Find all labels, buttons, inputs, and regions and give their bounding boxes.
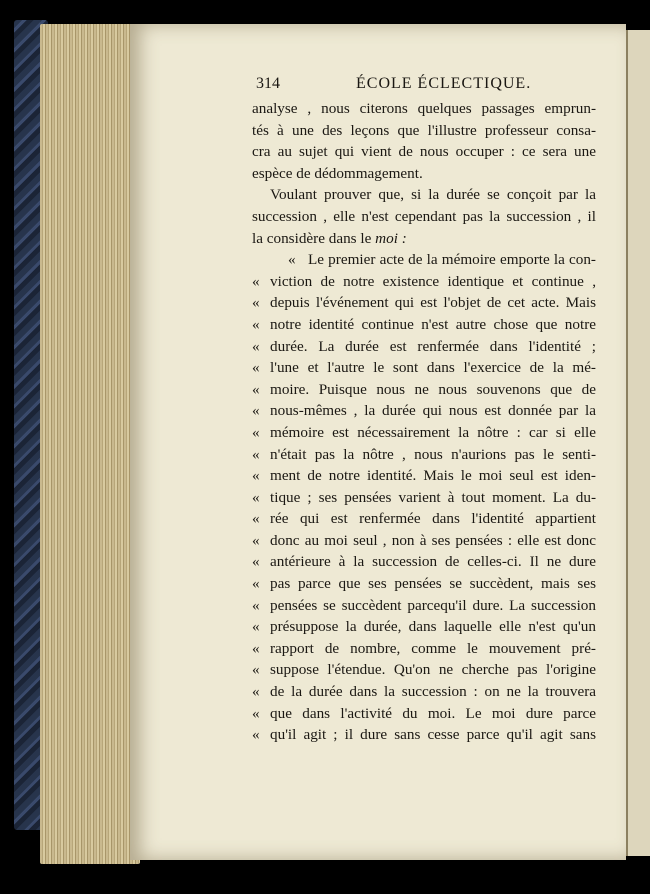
- quote-line: [252, 400, 596, 422]
- quote-text: qu'il agit ; il dure sans cesse parce qu'il agit sans: [270, 726, 596, 744]
- guillemet-mark: «: [252, 359, 260, 377]
- running-head: ÉCOLE ÉCLECTIQUE.: [356, 75, 532, 92]
- guillemet-mark: «: [252, 294, 260, 312]
- text-line-with-emphasis: [252, 228, 596, 250]
- quote-line: [252, 444, 596, 466]
- text-line: Voulant prouver que, si la durée se conçoit par la: [270, 186, 596, 204]
- guillemet-mark: «: [252, 423, 260, 441]
- quote-line: [252, 314, 596, 336]
- guillemet-mark: «: [252, 726, 260, 744]
- quote-text: n'était pas la nôtre , nous n'aurions pas le senti-: [270, 445, 596, 463]
- guillemet-mark: «: [252, 467, 260, 485]
- quote-text: viction de notre existence identique et continue ,: [270, 272, 596, 290]
- guillemet-mark: «: [252, 683, 260, 701]
- quote-text: Le premier acte de la mémoire emporte la con-: [308, 251, 596, 269]
- quote-line: [252, 551, 596, 573]
- quote-line: [252, 724, 596, 746]
- guillemet-mark: «: [252, 618, 260, 636]
- quote-line: [252, 659, 596, 681]
- facing-page-edge: [626, 30, 650, 856]
- guillemet-mark: «: [252, 380, 260, 398]
- quote-text: moire. Puisque nous ne nous souvenons que de: [270, 380, 596, 398]
- text-line: espèce de dédommagement.: [252, 164, 423, 182]
- quote-line: [252, 573, 596, 595]
- quote-text: durée. La durée est renfermée dans l'identité ;: [270, 337, 596, 355]
- quote-line: [252, 379, 596, 401]
- quote-line: [252, 357, 596, 379]
- emphasis-moi: moi :: [375, 229, 407, 247]
- quote-text: tique ; ses pensées varient à tout moment. La du-: [270, 488, 596, 506]
- guillemet-mark: «: [252, 402, 260, 420]
- quote-line: [252, 508, 596, 530]
- quote-line: [252, 530, 596, 552]
- guillemet-mark: «: [252, 315, 260, 333]
- quote-line: [252, 616, 596, 638]
- quote-line: [252, 271, 596, 293]
- quote-text: suppose l'étendue. Qu'on ne cherche pas l'origine: [270, 661, 596, 679]
- quote-text: présuppose la durée, dans laquelle elle n'est qu'un: [270, 618, 596, 636]
- guillemet-mark: «: [252, 661, 260, 679]
- quote-line: [252, 487, 596, 509]
- guillemet-mark: «: [252, 337, 260, 355]
- quote-line: [252, 422, 596, 444]
- quote-line: [252, 638, 596, 660]
- guillemet-mark: «: [252, 445, 260, 463]
- quote-line: [252, 336, 596, 358]
- guillemet-mark: «: [252, 704, 260, 722]
- quote-line: [252, 249, 596, 271]
- quote-text: depuis l'événement qui est l'objet de cet acte. Mais: [270, 294, 596, 312]
- quote-text: l'une et l'autre le sont dans l'exercice de la mé-: [270, 359, 596, 377]
- guillemet-mark: «: [252, 531, 260, 549]
- quote-text: ment de notre identité. Mais le moi seul est iden-: [270, 467, 596, 485]
- text-fragment: la considère dans le: [252, 229, 376, 247]
- quote-line: [252, 703, 596, 725]
- quote-text: rapport de nombre, comme le mouvement pré-: [270, 639, 596, 657]
- quote-text: antérieure à la succession de celles-ci. Il ne dure: [270, 553, 596, 571]
- text-line: tés à une des leçons que l'illustre professeur consa-: [252, 121, 596, 139]
- quote-text: donc au moi seul , non à ses pensées : elle est donc: [270, 531, 596, 549]
- page-number: 314: [256, 75, 280, 92]
- text-line: cra au sujet qui vient de nous occuper : ce sera une: [252, 143, 596, 161]
- page-header: [256, 75, 596, 97]
- quote-text: de la durée dans la succession : on ne la trouvera: [270, 683, 596, 701]
- text-line: analyse , nous citerons quelques passages emprun-: [252, 100, 596, 117]
- quote-text: nous-mêmes , la durée qui nous est donnée par la: [270, 402, 596, 420]
- body-text: [252, 98, 596, 746]
- quote-text: pas parce que ses pensées se succèdent, mais ses: [270, 575, 596, 593]
- quote-line: [252, 681, 596, 703]
- quote-line: [252, 465, 596, 487]
- guillemet-mark: «: [252, 639, 260, 657]
- quotation-block: [252, 249, 596, 746]
- quote-text: pensées se succèdent parcequ'il dure. La succession: [270, 596, 596, 614]
- quote-text: notre identité continue n'est autre chose que notre: [270, 315, 596, 333]
- quote-text: que dans l'activité du moi. Le moi dure parce: [270, 704, 596, 722]
- quote-line: [252, 292, 596, 314]
- guillemet-mark: «: [252, 488, 260, 506]
- page-edges: [40, 24, 140, 864]
- guillemet-mark: «: [252, 596, 260, 614]
- quote-text: mémoire est nécessairement la nôtre : car si elle: [270, 423, 596, 441]
- text-line: succession , elle n'est cependant pas la succession , il: [252, 207, 596, 225]
- guillemet-mark: «: [252, 553, 260, 571]
- quote-line: [252, 595, 596, 617]
- guillemet-mark: «: [252, 575, 260, 593]
- guillemet-mark: «: [252, 510, 260, 528]
- guillemet-mark: «: [288, 251, 296, 269]
- guillemet-mark: «: [252, 272, 260, 290]
- quote-text: rée qui est renfermée dans l'identité appartient: [270, 510, 596, 528]
